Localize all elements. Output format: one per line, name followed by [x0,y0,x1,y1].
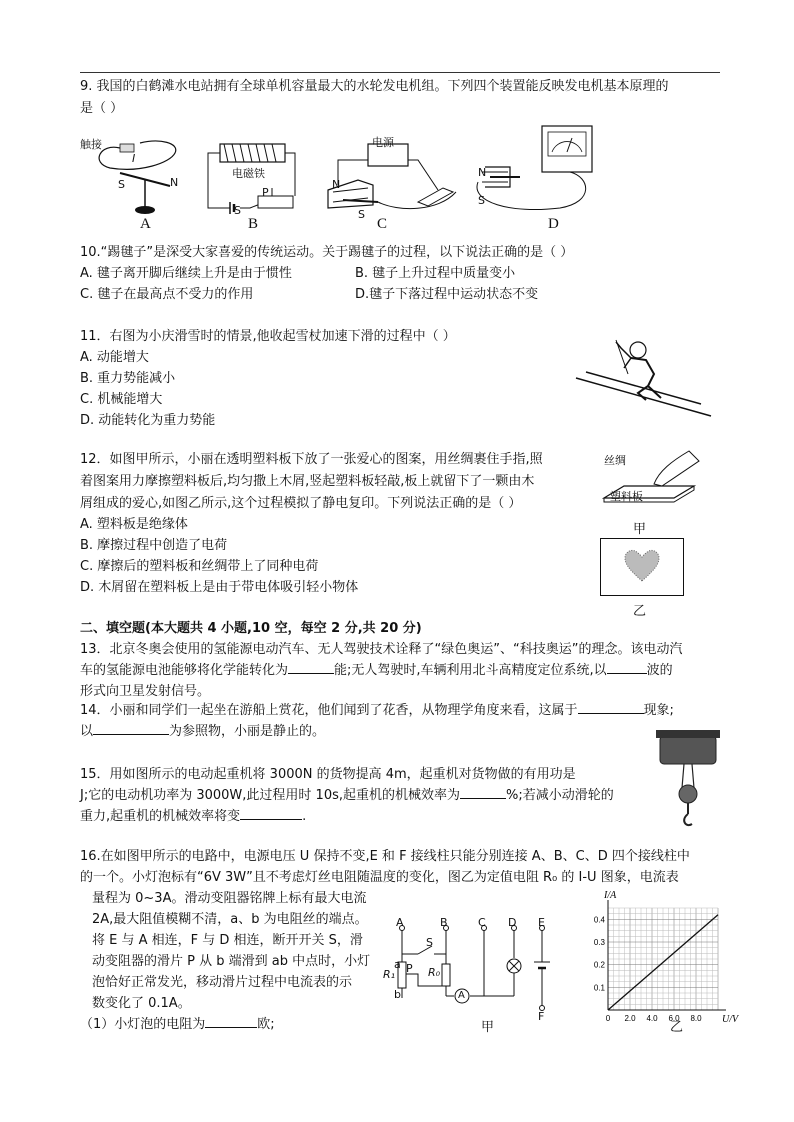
iu-graph-grid [608,908,718,1010]
q13-line1: 13．北京冬奥会使用的氢能源电动汽车、无人驾驶技术诠释了“绿色奥运”、“科技奥运”的理念。该电动汽 [80,642,683,657]
q16-line8: 数变化了 0.1A。 [92,996,191,1011]
q16-line3: 量程为 0~3A。滑动变阻器铭牌上标有最大电流 [92,891,367,906]
q14-blank-2[interactable] [93,734,169,735]
heart-icon [625,549,659,583]
q9d-n-label: N [478,166,487,179]
x-tick-label: 0 [605,1014,611,1023]
q10-option-b: B. 毽子上升过程中质量变小 [355,266,516,281]
q14-line1 [80,702,674,720]
q15-text-b: %;若减小动滑轮的 [506,788,614,803]
q12-stem-line3: 屑组成的爱心,如图乙所示,这个过程模拟了静电复印。下列说法正确的是（ ） [80,496,522,511]
q11-option-a: A. 动能增大 [80,350,149,365]
q13-text-c: 波的 [646,663,673,678]
q9-figure-d [470,122,600,218]
circuit-label-p: P [406,962,413,975]
q12-option-a: A. 塑料板是绝缘体 [80,517,188,532]
circuit-caption: 甲 [481,1020,495,1035]
circuit-label-r1: R₁ [383,968,396,981]
q16-line6: 动变阻器的滑片 P 从 b 端滑到 ab 中点时，小灯 [92,954,371,969]
top-rule [80,72,720,73]
q13-blank-1[interactable] [288,673,334,674]
q16-line4: 2A,最大阻值模糊不清，a、b 为电阻丝的端点。 [92,912,368,927]
q13-blank-2[interactable] [607,673,647,674]
x-tick-label: 4.0 [646,1014,658,1023]
q15-text-a: J;它的电动机功率为 3000W,此过程用时 10s,起重机的机械效率为 [80,788,460,803]
circuit-label-term-b: b [394,988,401,1001]
q9b-electromagnet-label: 电磁铁 [232,167,265,180]
q16-sub1 [80,1016,275,1034]
q9c-s-label: S [358,208,365,221]
q16-line5: 将 E 与 A 相连，F 与 D 相连，断开开关 S，滑 [92,933,363,948]
circuit-label-c: C [478,916,486,929]
q9a-touch-label: 触接 [80,138,102,151]
q13-text-a: 车的氢能源电池能够将化学能转化为 [80,663,289,678]
q12-silk-label: 丝绸 [604,454,626,467]
q12-stem-line1: 12．如图甲所示，小丽在透明塑料板下放了一张爱心的图案，用丝绸裹住手指,照 [80,452,543,467]
q11-stem: 11．右图为小庆滑雪时的情景,他收起雪杖加速下滑的过程中（ ） [80,329,456,344]
circuit-label-b: B [440,916,448,929]
q12-figure-yi [600,538,684,596]
circuit-label-f: F [538,1010,545,1023]
circuit-label-s: S [426,936,433,949]
q9a-s-label: S [118,178,125,191]
q12-figure-yi-caption: 乙 [633,604,647,619]
iu-graph-caption: 乙 [670,1020,684,1035]
q15-line3 [80,808,306,826]
q9-stem-line1: 9. 我国的白鹤滩水电站拥有全球单机容量最大的水轮发电机组。下列四个装置能反映发电机基本原理的 [80,79,669,94]
q15-line2 [80,787,614,805]
q12-plastic-label: 塑料板 [610,490,643,503]
q13-line3: 形式向卫星发射信号。 [80,684,211,699]
q9a-n-label: N [170,176,179,189]
q15-blank-2[interactable] [240,819,302,820]
q14-text-d: 为参照物，小丽是静止的。 [169,724,326,739]
x-tick-label: 2.0 [624,1014,636,1023]
q10-option-c: C. 毽子在最高点不受力的作用 [80,287,254,302]
q9a-i-label: I [132,152,136,165]
q9d-option-label: D [548,216,559,232]
q10-option-d: D.毽子下落过程中运动状态不变 [355,287,539,302]
q13-text-b: 能;无人驾驶时,车辆利用北斗高精度定位系统,以 [334,663,607,678]
q9a-option-label: A [140,216,151,232]
q12-figure-jia-caption: 甲 [633,522,647,537]
q11-option-b: B. 重力势能减小 [80,371,176,386]
q9b-s-label: S [234,204,241,217]
circuit-label-d: D [508,916,517,929]
q12-option-c: C. 摩擦后的塑料板和丝绸带上了同种电荷 [80,559,319,574]
x-tick-label: 6.0 [668,1014,680,1023]
y-tick-label: 0.2 [593,960,605,970]
section2-title: 二、填空题(本大题共 4 小题,10 空，每空 2 分,共 20 分) [80,621,422,636]
q11-option-d: D. 动能转化为重力势能 [80,413,216,428]
circuit-label-e: E [538,916,545,929]
circuit-label-ammeter: A [458,990,465,1001]
q14-text-b: 现象; [643,703,674,718]
circuit-label-term-a: a [394,958,401,971]
iu-graph-x-label: U/V [722,1014,739,1025]
q13-line2 [80,662,673,680]
x-tick-label: 8.0 [690,1014,702,1023]
q12-option-b: B. 摩擦过程中创造了电荷 [80,538,228,553]
q9c-n-label: N [332,178,341,191]
q9-stem-line2: 是（ ） [80,101,124,116]
iu-graph-y-label: I/A [604,890,617,901]
q15-blank-1[interactable] [460,798,506,799]
q14-line2 [80,723,325,741]
q16-blank-1[interactable] [205,1027,257,1028]
circuit-label-r0: R₀ [428,966,441,979]
q15-crane-figure [656,728,720,832]
iu-graph [582,890,742,1025]
q9c-option-label: C [377,216,388,232]
y-tick-label: 0.3 [593,938,605,947]
q10-stem: 10.“踢毽子”是深受大家喜爱的传统运动。关于踢毽子的过程，以下说法正确的是（ ） [80,245,574,260]
q15-text-c: 重力,起重机的机械效率将变 [80,809,241,824]
q16-line2: 的一个。小灯泡标有“6V 3W”且不考虑灯丝电阻随温度的变化，图乙为定值电阻 R₀ 的 I-U 图象，电流表 [80,870,679,885]
q10-option-a: A. 毽子离开脚后继续上升是由于惯性 [80,266,292,281]
q15-line1: 15．用如图所示的电动起重机将 3000N 的货物提高 4m，起重机对货物做的有用功是 [80,767,576,782]
q9b-option-label: B [248,216,259,232]
q9d-s-label: S [478,194,485,207]
q12-stem-line2: 着图案用力摩擦塑料板后,均匀撒上木屑,竖起塑料板轻敲,板上就留下了一颗由木 [80,474,535,489]
q14-blank-1[interactable] [578,713,644,714]
circuit-label-a: A [396,916,404,929]
q11-option-c: C. 机械能增大 [80,392,163,407]
y-tick-label: 0.1 [593,983,605,993]
q9c-power-label: 电源 [372,136,394,149]
q16-line7: 泡恰好正常发光，移动滑片过程中电流表的示 [92,975,353,990]
q11-skier-figure [576,338,716,418]
q16-sub1-text-b: 欧; [257,1017,275,1032]
y-tick-label: 0.4 [593,915,605,925]
q16-line1: 16.在如图甲所示的电路中，电源电压 U 保持不变,E 和 F 接线柱只能分别连接 A、B、C、D 四个接线柱中 [80,849,690,864]
q14-text-a: 14．小丽和同学们一起坐在游船上赏花，他们闻到了花香，从物理学角度来看，这属于 [80,703,578,718]
q14-text-c: 以 [80,724,94,739]
q16-sub1-text-a: （1）小灯泡的电阻为 [80,1017,206,1032]
q9b-p-label: P [262,186,269,199]
q15-text-d: . [302,809,307,824]
q12-option-d: D. 木屑留在塑料板上是由于带电体吸引轻小物体 [80,580,359,595]
